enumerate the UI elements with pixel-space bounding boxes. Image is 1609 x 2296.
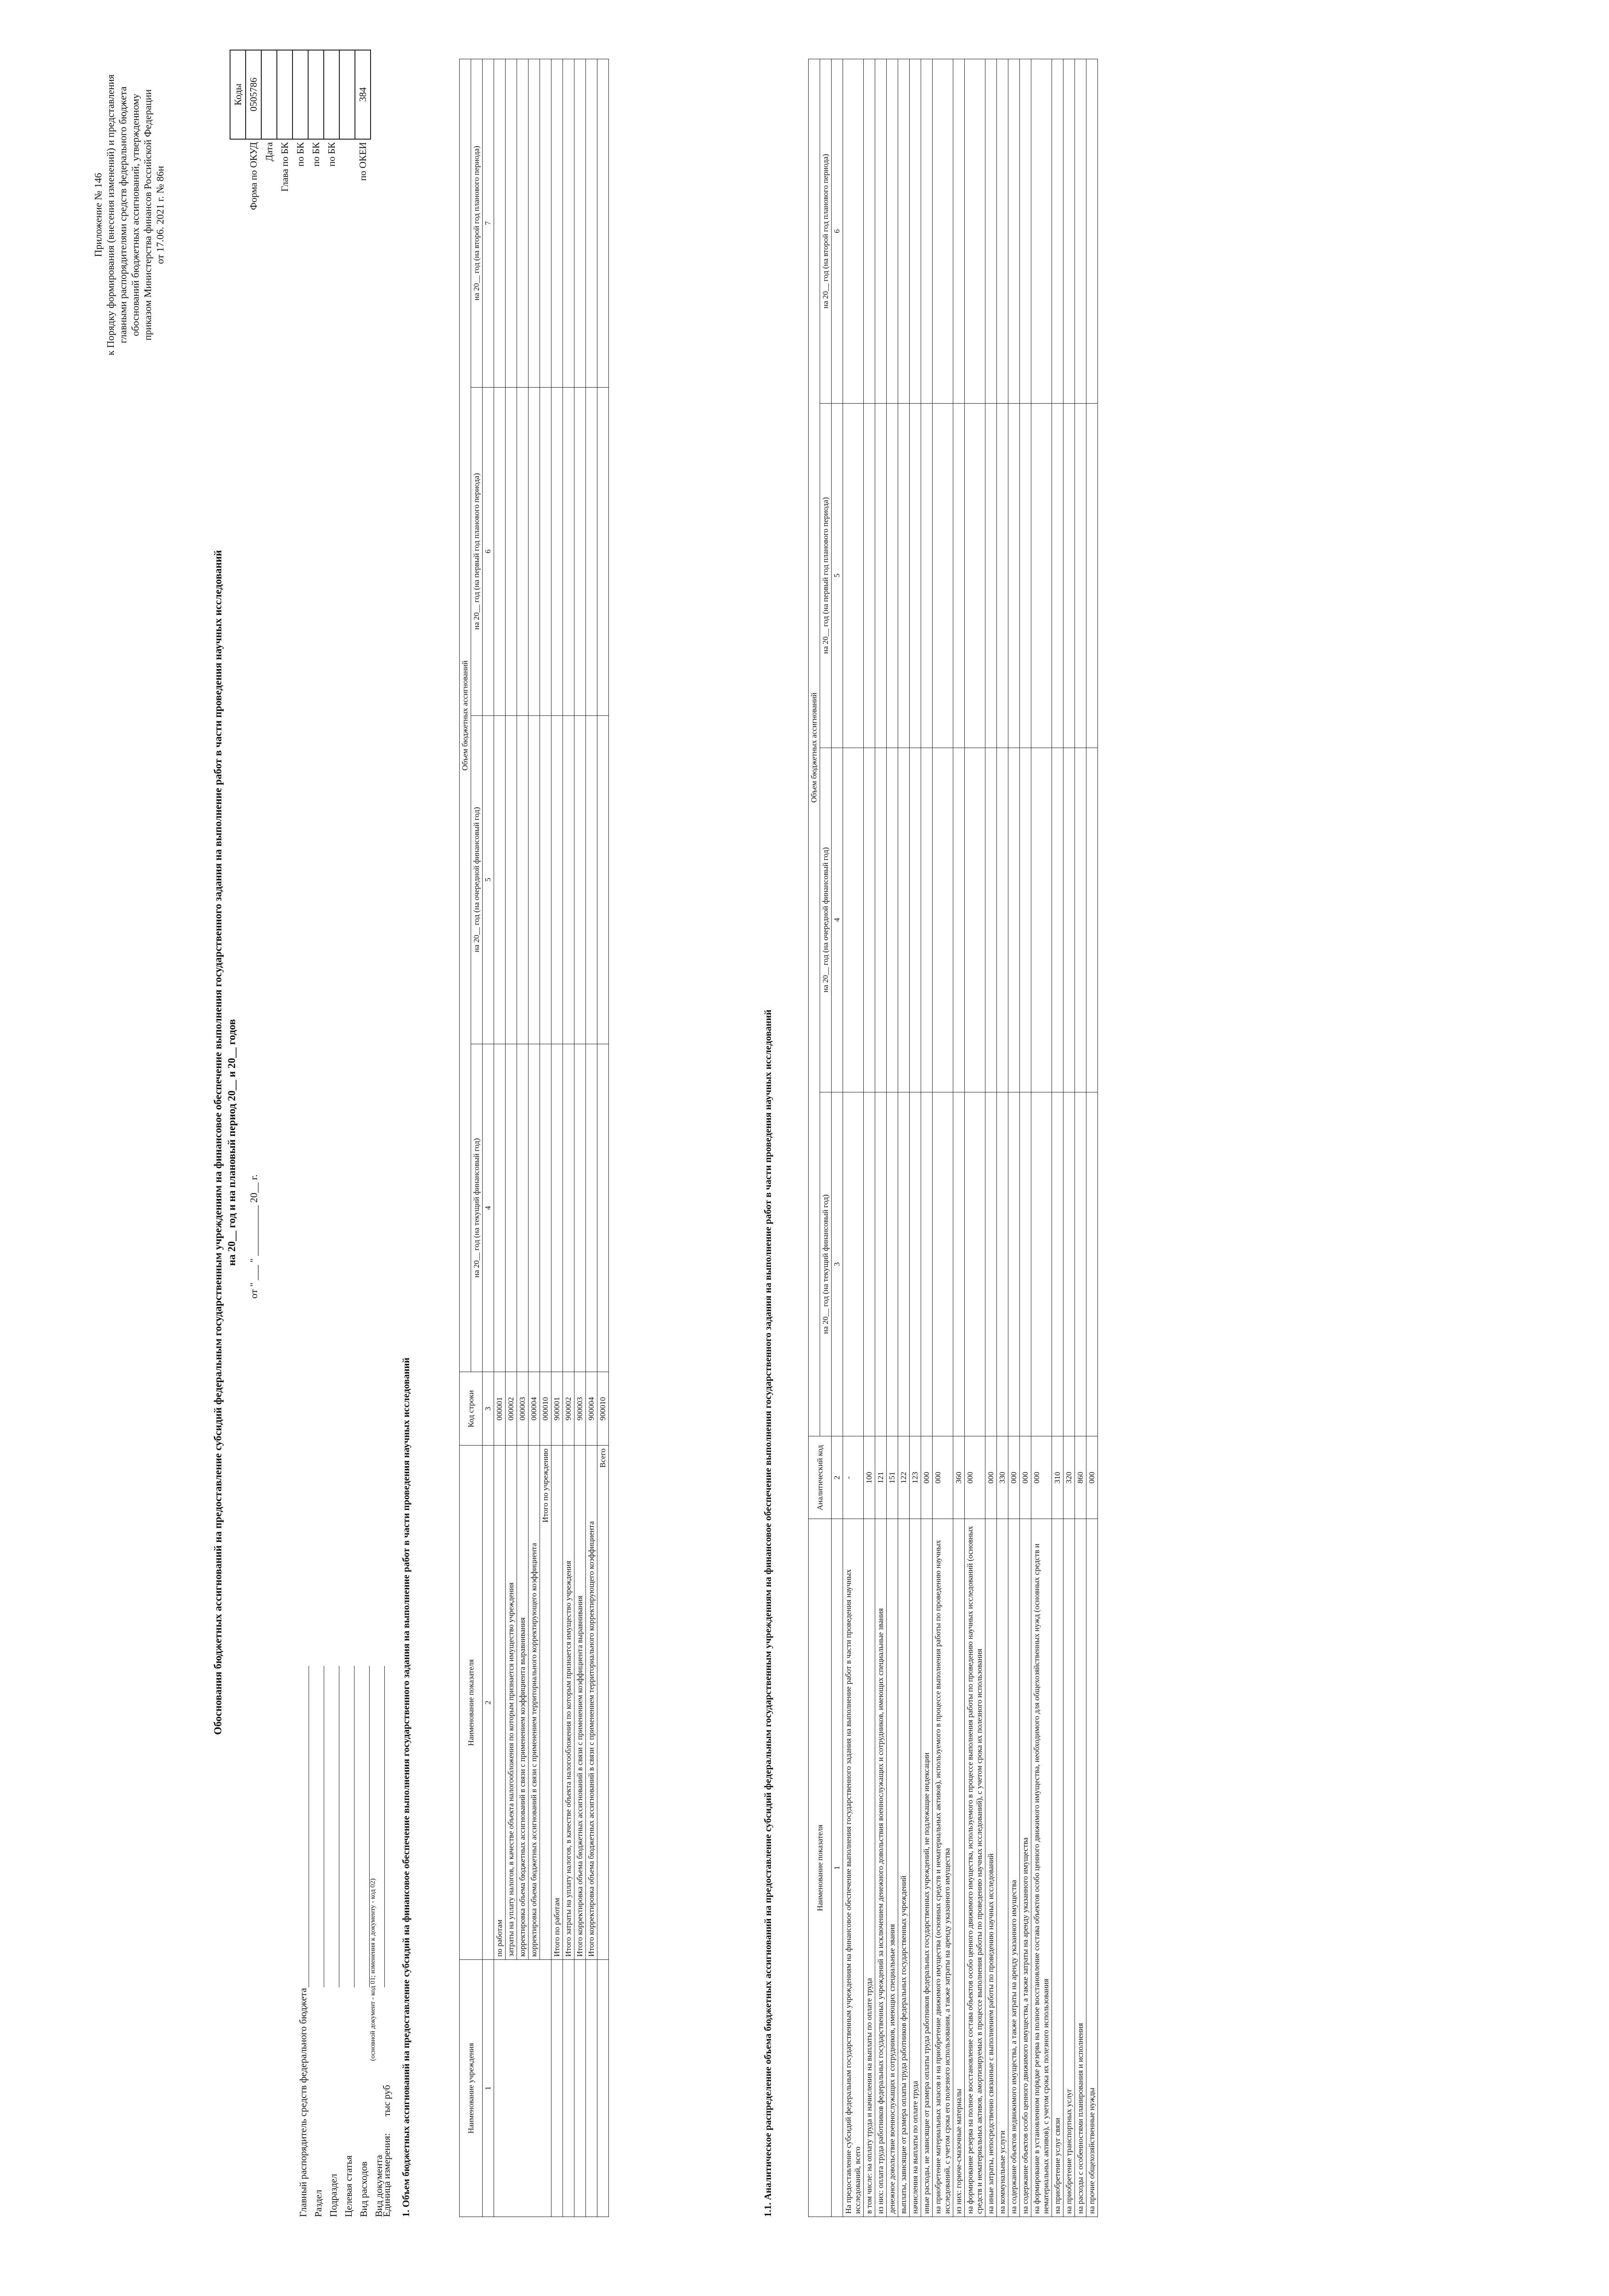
total-name: Итого по работам	[551, 1446, 563, 1960]
value-cell[interactable]	[898, 1092, 910, 1436]
value-cell[interactable]	[887, 1092, 898, 1436]
col-volume: Объем бюджетных ассигнований	[809, 59, 820, 1436]
row-code: 000	[1008, 1436, 1020, 1519]
row-name: из них: оплата труда работников федеральных государственных учреждений за исключением денежного довольствия военнослужащих и сотрудников, имеющих специальные звания	[875, 1519, 887, 2217]
row-code: 000	[965, 1436, 985, 1519]
value-cell[interactable]	[1008, 1092, 1020, 1436]
value-cell[interactable]	[506, 1044, 517, 1372]
section-1-1-table	[808, 59, 1098, 2217]
value-cell[interactable]	[540, 387, 551, 715]
col-number: 2	[832, 1436, 843, 1519]
row-code: 360	[953, 1436, 965, 1519]
value-cell[interactable]	[843, 748, 864, 1092]
value-cell[interactable]	[574, 1044, 586, 1372]
units-label: Единица измерения:	[381, 2133, 392, 2217]
value-cell[interactable]	[1031, 748, 1052, 1092]
field-label: Подраздел	[328, 2174, 339, 2217]
code-label: по БК	[310, 142, 321, 167]
code-value	[293, 50, 308, 139]
col-number: 5	[832, 403, 843, 748]
row-code: 100	[864, 1436, 875, 1519]
value-cell[interactable]	[529, 715, 540, 1044]
value-cell[interactable]	[597, 59, 609, 388]
row-code: 000001	[494, 1372, 506, 1446]
col-number: 3	[483, 1372, 494, 1446]
value-cell[interactable]	[1020, 748, 1031, 1092]
row-code: 330	[997, 1436, 1008, 1519]
table-row	[1020, 59, 1031, 2217]
field-row	[339, 1666, 354, 2217]
row-name: на коммунальные услуги	[997, 1519, 1008, 2217]
table-row	[875, 59, 887, 2217]
value-cell[interactable]	[1008, 59, 1020, 404]
section-1-1-title: 1.1. Аналитическое распределение объема бюджетных ассигнований на предоставление субсидий федеральным государственным учреждениям на финансовое обеспечение выполнения государственного задания на выполнение работ в части проведения научных исследований	[762, 1009, 773, 2217]
units-value: тыс руб	[381, 2085, 392, 2117]
document-type-note: (основной документ - код 01; изменения к документу - код 02)	[369, 1878, 377, 2061]
col-indicator: Наименование показателя	[460, 1446, 483, 1960]
total-code: 900010	[597, 1372, 609, 1446]
unit-of-measure	[381, 2085, 393, 2217]
value-cell[interactable]	[1031, 403, 1052, 748]
code-value	[324, 50, 339, 139]
value-cell[interactable]	[910, 1092, 921, 1436]
row-name: по работам	[494, 1446, 506, 1960]
total-row	[563, 59, 574, 2217]
value-cell[interactable]	[898, 403, 910, 748]
value-cell[interactable]	[933, 59, 953, 404]
value-cell[interactable]	[1075, 403, 1086, 748]
appendix-line: к Порядку формирования (внесения изменений) и представления	[105, 74, 116, 355]
total-code: 900004	[586, 1372, 597, 1446]
appendix-line: приказом Министерства финансов Российской Федерации	[142, 89, 153, 341]
total-row	[574, 59, 586, 2217]
row-code: 310	[1052, 1436, 1063, 1519]
value-cell[interactable]	[887, 59, 898, 404]
code-value	[339, 50, 355, 139]
value-cell[interactable]	[494, 387, 506, 715]
table-row	[965, 59, 985, 2217]
row-code: 000004	[529, 1372, 540, 1446]
col-year-current: на 20__ год (на текущий финансовый год)	[471, 1044, 483, 1372]
field-line[interactable]	[313, 1666, 324, 1987]
appendix-line: обоснований бюджетных ассигнований, утвержденному	[129, 94, 141, 336]
code-value: 384	[355, 50, 371, 139]
row-name: выплаты, зависящие от размера оплаты труда работников федеральных государственных учреждений	[898, 1519, 910, 2217]
row-name: на формирование резерва на полное восстановление состава объектов особо ценного движимого имущества, используемого в процессе выполнения работы по проведению научных исследований (основных средств и нематериальных активов, амортизируемых в процессе выполнения работы по проведению научных исследований), с учетом срока их полезного использования	[965, 1519, 985, 2217]
value-cell[interactable]	[910, 59, 921, 404]
value-cell[interactable]	[985, 748, 997, 1092]
table-row	[997, 59, 1008, 2217]
value-cell[interactable]	[586, 59, 597, 388]
value-cell[interactable]	[517, 715, 529, 1044]
value-cell[interactable]	[997, 1092, 1008, 1436]
col-indicator: Наименование показателя	[809, 1519, 832, 2217]
field-row	[309, 1666, 324, 2217]
value-cell[interactable]	[1086, 59, 1098, 404]
value-cell[interactable]	[1020, 59, 1031, 404]
value-cell[interactable]	[953, 1092, 965, 1436]
row-code: 000	[985, 1436, 997, 1519]
value-cell[interactable]	[1063, 1092, 1075, 1436]
code-label: Глава по БК	[279, 142, 290, 192]
col-number: 4	[832, 748, 843, 1092]
col-line-code: Код строки	[460, 1372, 483, 1446]
value-cell[interactable]	[1020, 1092, 1031, 1436]
value-cell[interactable]	[1052, 403, 1063, 748]
row-name: в том числе: на оплату труда и начисления на выплаты по оплате труда	[864, 1519, 875, 2217]
total-row	[597, 59, 609, 2217]
value-cell[interactable]	[985, 59, 997, 404]
field-label: Вид расходов	[358, 2161, 369, 2217]
field-row	[324, 1666, 339, 2217]
row-name: на формирование в установленном порядке резерва на полное восстановление состава объектов особо ценного движимого имущества, необходимого для общехозяйственных нужд (основных средств и нематериальных активов), с учетом срока их полезного использования	[1031, 1519, 1052, 2217]
document-title	[211, 270, 239, 2015]
table-row	[1031, 59, 1052, 2217]
row-name: на приобретение транспортных услуг	[1063, 1519, 1075, 2217]
value-cell[interactable]	[965, 1092, 985, 1436]
col-number: 7	[483, 59, 494, 388]
table-row	[1086, 59, 1098, 2217]
code-value	[277, 50, 293, 139]
field-row	[294, 1666, 309, 2217]
section-1-table	[459, 59, 609, 2217]
table-row	[494, 59, 506, 2217]
value-cell[interactable]	[586, 1044, 597, 1372]
value-cell[interactable]	[1031, 59, 1052, 404]
code-label: по БК	[326, 142, 337, 167]
value-cell[interactable]	[921, 748, 933, 1092]
code-value	[261, 50, 277, 139]
value-cell[interactable]	[898, 59, 910, 404]
value-cell[interactable]	[574, 715, 586, 1044]
value-cell[interactable]	[540, 715, 551, 1044]
value-cell[interactable]	[953, 403, 965, 748]
value-cell[interactable]	[597, 1044, 609, 1372]
value-cell[interactable]	[1008, 403, 1020, 748]
value-cell[interactable]	[1063, 59, 1075, 404]
field-label: Вид документа	[373, 2155, 384, 2217]
value-cell[interactable]	[563, 1044, 574, 1372]
value-cell[interactable]	[985, 1092, 997, 1436]
col-year-current: на 20__ год (на текущий финансовый год)	[820, 1092, 832, 1436]
value-cell[interactable]	[597, 387, 609, 715]
value-cell[interactable]	[933, 748, 953, 1092]
value-cell[interactable]	[997, 59, 1008, 404]
value-cell[interactable]	[1086, 403, 1098, 748]
value-cell[interactable]	[921, 59, 933, 404]
value-cell[interactable]	[517, 59, 529, 388]
value-cell[interactable]	[574, 59, 586, 388]
appendix-note	[92, 40, 166, 389]
field-line[interactable]	[358, 1666, 370, 1987]
row-name: корректировка объема бюджетных ассигнований в связи с применением коэффициента выравнивания	[517, 1446, 529, 1960]
field-line[interactable]	[298, 1666, 309, 1987]
row-code: 000	[921, 1436, 933, 1519]
field-line[interactable]	[328, 1666, 339, 1987]
col-number: 6	[483, 387, 494, 715]
value-cell[interactable]	[965, 59, 985, 404]
value-cell[interactable]	[864, 59, 875, 404]
row-name: из них: горюче-смазочные материалы	[953, 1519, 965, 2217]
value-cell[interactable]	[864, 748, 875, 1092]
field-row	[354, 1666, 370, 2217]
row-code: 151	[887, 1436, 898, 1519]
table-row	[898, 59, 910, 2217]
section-1-title: 1. Объем бюджетных ассигнований на предоставление субсидий на финансовое обеспечение выполнения государственного задания на выполнение работ в части проведения научных исследований	[400, 1357, 411, 2217]
value-cell[interactable]	[586, 387, 597, 715]
value-cell[interactable]	[965, 748, 985, 1092]
table-row	[864, 59, 875, 2217]
value-cell[interactable]	[887, 748, 898, 1092]
value-cell[interactable]	[1075, 59, 1086, 404]
total-code: 900001	[551, 1372, 563, 1446]
value-cell[interactable]	[529, 59, 540, 388]
table-row	[985, 59, 997, 2217]
value-cell[interactable]	[1086, 1092, 1098, 1436]
value-cell[interactable]	[1063, 403, 1075, 748]
value-cell[interactable]	[1020, 403, 1031, 748]
value-cell[interactable]	[517, 387, 529, 715]
col-year-plan2: на 20__ год (на второй год планового периода)	[820, 59, 832, 404]
value-cell[interactable]	[953, 748, 965, 1092]
value-cell[interactable]	[529, 1044, 540, 1372]
col-number: 4	[483, 1044, 494, 1372]
row-code: 122	[898, 1436, 910, 1519]
value-cell[interactable]	[551, 59, 563, 388]
code-label: по ОКЕИ	[357, 142, 368, 181]
value-cell[interactable]	[551, 715, 563, 1044]
title-period: на 20__ год и на плановый период 20__ и 20__ годов	[226, 1019, 237, 1266]
col-year-plan1: на 20__ год (на первый год планового периода)	[820, 403, 832, 748]
code-label: Дата	[263, 142, 275, 162]
total-name: Итого корректировка объема бюджетных ассигнований в связи с применением территориального корректирующего коэффициента	[586, 1446, 597, 1960]
row-code: 000003	[517, 1372, 529, 1446]
row-code: 000010	[540, 1372, 551, 1446]
value-cell[interactable]	[843, 59, 864, 404]
row-code: 000	[1020, 1436, 1031, 1519]
row-code: 000002	[506, 1372, 517, 1446]
field-label: Раздел	[313, 2189, 324, 2217]
row-name: на приобретение материальных запасов и на приобретение движимого имущества (основных средств и нематериальных активов), используемого в процессе выполнения работы по проведению научных исследований, с учетом срока его полезного использования, а также затраты на аренду указанного имущества	[933, 1519, 953, 2217]
table-row	[1075, 59, 1086, 2217]
value-cell[interactable]	[1063, 748, 1075, 1092]
value-cell[interactable]	[586, 715, 597, 1044]
value-cell[interactable]	[506, 715, 517, 1044]
value-cell[interactable]	[563, 715, 574, 1044]
total-name: Итого затраты на уплату налогов, в качестве объекта налогообложения по которым признается имущество учреждения	[563, 1446, 574, 1960]
value-cell[interactable]	[1052, 748, 1063, 1092]
row-code: 000	[933, 1436, 953, 1519]
value-cell[interactable]	[843, 403, 864, 748]
value-cell[interactable]	[921, 403, 933, 748]
value-cell[interactable]	[540, 1044, 551, 1372]
field-label: Целевая статья	[343, 2155, 354, 2217]
row-code: 000	[1086, 1436, 1098, 1519]
value-cell[interactable]	[953, 59, 965, 404]
value-cell[interactable]	[494, 1044, 506, 1372]
value-cell[interactable]	[506, 387, 517, 715]
row-name: на содержание объектов недвижимого имущества, а также затраты на аренду указанного имущества	[1008, 1519, 1020, 2217]
title-line: Обоснования бюджетных ассигнований на предоставление субсидий федеральным государственным учреждениям на финансовое обеспечение выполнения государственного задания на выполнение работ в части проведения научных исследований	[212, 550, 224, 1735]
total-code: 900002	[563, 1372, 574, 1446]
appendix-line: от 17.06. 2021 г. № 86н	[154, 166, 166, 264]
appendix-line: Приложение № 146	[92, 173, 104, 257]
row-code: 860	[1075, 1436, 1086, 1519]
value-cell[interactable]	[933, 403, 953, 748]
table-row	[887, 59, 898, 2217]
col-year-plan2: на 20__ год (на второй год планового периода)	[471, 59, 483, 388]
table-row	[921, 59, 933, 2217]
table-row	[517, 59, 529, 2217]
row-name: На предоставление субсидий федеральным государственным учреждениям на финансовое обеспечение выполнения государственного задания на выполнение работ в части проведения научных исследований, всего	[843, 1519, 864, 2217]
value-cell[interactable]	[997, 748, 1008, 1092]
value-cell[interactable]	[551, 387, 563, 715]
value-cell[interactable]	[1086, 748, 1098, 1092]
col-analytic-code: Аналитический код	[809, 1436, 832, 1519]
col-number: 3	[832, 1092, 843, 1436]
col-year-next: на 20__ год (на очередной финансовый год)	[471, 715, 483, 1044]
value-cell[interactable]	[1075, 1092, 1086, 1436]
value-cell[interactable]	[875, 1092, 887, 1436]
value-cell[interactable]	[1008, 748, 1020, 1092]
table-row	[529, 59, 540, 2217]
value-cell[interactable]	[529, 387, 540, 715]
field-line[interactable]	[343, 1666, 354, 1987]
row-code: 121	[875, 1436, 887, 1519]
value-cell[interactable]	[985, 403, 997, 748]
row-name: на расходы с особенностями планирования и исполнения	[1075, 1519, 1086, 2217]
row-name: денежное довольствие военнослужащих и сотрудников, имеющих специальные звания	[887, 1519, 898, 2217]
value-cell[interactable]	[540, 59, 551, 388]
document-date: от " ___ " __________ 20__ г.	[248, 1174, 259, 1299]
value-cell[interactable]	[921, 1092, 933, 1436]
col-year-next: на 20__ год (на очередной финансовый год)	[820, 748, 832, 1092]
value-cell[interactable]	[864, 403, 875, 748]
total-name: Итого корректировка объема бюджетных ассигнований в связи с применением коэффициента выравнивания	[574, 1446, 586, 1960]
table-row	[843, 59, 864, 2217]
row-name: начисления на выплаты по оплате труда	[910, 1519, 921, 2217]
total-row	[551, 59, 563, 2217]
row-name: на прочие общехозяйственные нужды	[1086, 1519, 1098, 2217]
value-cell[interactable]	[997, 403, 1008, 748]
col-number: 2	[483, 1446, 494, 1960]
total-row	[586, 59, 597, 2217]
value-cell[interactable]	[875, 59, 887, 404]
codes-header: Коды	[230, 50, 246, 139]
value-cell[interactable]	[933, 1092, 953, 1436]
value-cell[interactable]	[1052, 1092, 1063, 1436]
col-number: 5	[483, 715, 494, 1044]
code-label	[339, 139, 355, 307]
code-value: 0505786	[246, 50, 261, 139]
value-cell[interactable]	[563, 387, 574, 715]
code-label: по БК	[294, 142, 306, 167]
row-name: на приобретение услуг связи	[1052, 1519, 1063, 2217]
col-number: 1	[483, 1960, 494, 2217]
field-label: Главный распорядитель средств федерального бюджета	[298, 1988, 309, 2217]
value-cell[interactable]	[910, 403, 921, 748]
table-row	[933, 59, 953, 2217]
row-name: иные расходы, не зависящие от размера оплаты труда работников федеральных государственных учреждений, не подлежащие индексации	[921, 1519, 933, 2217]
code-value	[308, 50, 324, 139]
table-row	[540, 59, 551, 2217]
col-volume: Объем бюджетных ассигнований	[460, 59, 471, 1372]
total-code: 900003	[574, 1372, 586, 1446]
value-cell[interactable]	[1052, 59, 1063, 404]
col-year-plan1: на 20__ год (на первый год планового периода)	[471, 387, 483, 715]
table-row	[1063, 59, 1075, 2217]
value-cell[interactable]	[574, 387, 586, 715]
table-row	[953, 59, 965, 2217]
row-code: 320	[1063, 1436, 1075, 1519]
row-name: на иные затраты, непосредственно связанные с выполнением работы по проведению научных исследований	[985, 1519, 997, 2217]
value-cell[interactable]	[864, 1092, 875, 1436]
value-cell[interactable]	[1031, 1092, 1052, 1436]
grand-total-name: Всего	[597, 1446, 609, 1960]
value-cell[interactable]	[506, 59, 517, 388]
value-cell[interactable]	[1075, 748, 1086, 1092]
value-cell[interactable]	[551, 1044, 563, 1372]
value-cell[interactable]	[563, 59, 574, 388]
value-cell[interactable]	[517, 1044, 529, 1372]
row-name: на содержание объектов особо ценного движимого имущества, а также затраты на аренду указанного имущества	[1020, 1519, 1031, 2217]
value-cell[interactable]	[494, 59, 506, 388]
value-cell[interactable]	[494, 715, 506, 1044]
table-row	[1052, 59, 1063, 2217]
table-row	[506, 59, 517, 2217]
value-cell[interactable]	[875, 403, 887, 748]
row-name: корректировка объема бюджетных ассигнований в связи с применением территориального корректирующего коэффициента	[529, 1446, 540, 1960]
institution-cell[interactable]	[494, 1960, 551, 2217]
row-name: Итого по учреждению	[540, 1446, 551, 1960]
col-institution: Наименование учреждения	[460, 1960, 483, 2217]
value-cell[interactable]	[910, 748, 921, 1092]
row-name: затраты на уплату налогов, в качестве объекта налогообложения по которым признается имущество учреждения	[506, 1446, 517, 1960]
value-cell[interactable]	[875, 748, 887, 1092]
table-row	[910, 59, 921, 2217]
value-cell[interactable]	[887, 403, 898, 748]
value-cell[interactable]	[597, 715, 609, 1044]
value-cell[interactable]	[843, 1092, 864, 1436]
row-code: 000	[1031, 1436, 1052, 1519]
col-number: 1	[832, 1519, 843, 2217]
row-code: 123	[910, 1436, 921, 1519]
appendix-line: главными распорядителями средств федерального бюджета	[117, 86, 129, 343]
value-cell[interactable]	[898, 748, 910, 1092]
code-label: Форма по ОКУД	[248, 142, 259, 210]
col-number: 6	[832, 59, 843, 404]
table-row	[1008, 59, 1020, 2217]
value-cell[interactable]	[965, 403, 985, 748]
row-code: -	[843, 1436, 864, 1519]
codes-block	[230, 50, 371, 307]
